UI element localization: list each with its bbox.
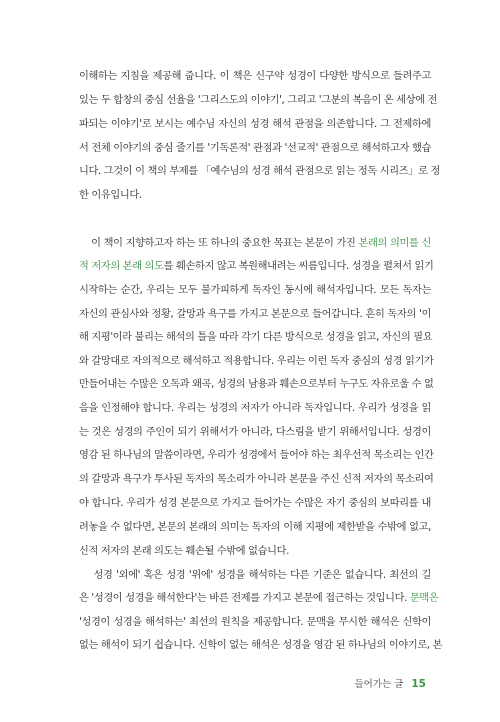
text-line: 성경 '외에' 혹은 성경 '위에' 성경을 해석하는 다른 기준은 없습니다. 최선의 길 — [79, 570, 431, 581]
text-line — [79, 592, 439, 606]
text-line: 있는 두 합창의 중심 선율을 '그리스도의 이야기', 그리고 '그분의 복음이 온 세상에 전 — [79, 95, 438, 106]
text-line: 없는 해석이 되기 쉽습니다. 신학이 없는 해석은 성경을 영감 된 하나님의 이야기로, 본 — [79, 640, 443, 651]
text-span: 은 '성경이 성경을 해석한다'는 바른 전제를 가지고 본문에 접근하는 것입니다. — [79, 593, 410, 604]
text-line: 야 합니다. 우리가 성경 본문으로 가지고 들어가는 수많은 자기 중심의 보따리를 내 — [79, 498, 431, 509]
highlight-text: 본래의 의미를 신 — [358, 238, 432, 249]
text-line: 음을 인정해야 합니다. 우리는 성경의 저자가 아니라 독자입니다. 우리가 성경을 읽 — [79, 403, 431, 414]
text-line: '성경이 성경을 해석하는' 최선의 원칙을 제공합니다. 문맥을 무시한 해석은 신학이 — [79, 617, 431, 628]
text-span: 이 책이 지향하고자 하는 또 하나의 중요한 목표는 본문이 가진 — [79, 238, 359, 249]
text-line: 신적 저자의 본래 의도는 훼손될 수밖에 없습니다. — [79, 546, 290, 557]
highlight-text: 적 저자의 본래 의도 — [79, 261, 164, 272]
page-number: 15 — [411, 678, 426, 690]
text-span: 를 훼손하지 않고 복원해내려는 씨름입니다. 성경을 펼쳐서 읽기 — [163, 261, 434, 272]
text-line: 만들어내는 수많은 오독과 왜곡, 성경의 남용과 훼손으로부터 누구도 자유로울 수 없 — [79, 379, 434, 390]
highlight-text: 문맥은 — [409, 593, 439, 604]
text-line: 한 이유입니다. — [79, 190, 142, 201]
running-footer-title: 들어가는 글 — [354, 679, 404, 690]
page-footer — [354, 676, 426, 690]
text-line: 는 것은 성경의 주인이 되기 위해서가 아니라, 다스림을 받기 위해서입니다. 성경이 — [79, 427, 431, 438]
text-line — [79, 260, 434, 274]
text-line: 자신의 관심사와 정황, 갈망과 욕구를 가지고 본문으로 들어갑니다. 흔히 독자의 '이 — [79, 309, 431, 320]
text-line: 시작하는 순간, 우리는 모두 불가피하게 독자인 동시에 해석자입니다. 모든 독자는 — [79, 285, 431, 296]
text-line: 영감 된 하나님의 말씀이라면, 우리가 성경에서 들어야 하는 최우선적 목소리는 인간 — [79, 450, 434, 461]
text-line: 니다. 그것이 이 책의 부제를 「예수님의 성경 해석 관점으로 읽는 정독 시리즈」로 정 — [79, 166, 440, 177]
text-line: 서 전체 이야기의 중심 줄기를 '기독론적' 관점과 '선교적' 관점으로 해석하고자 했습 — [79, 143, 431, 154]
text-line: 려놓을 수 없다면, 본문의 본래의 의미는 독자의 이해 지평에 제한받을 수밖에 없고, — [79, 522, 431, 533]
text-line — [79, 237, 431, 251]
text-line: 해 지평'이라 불리는 해석의 틀을 따라 각기 다른 방식으로 성경을 읽고, 자신의 필요 — [79, 332, 433, 343]
text-line: 와 갈망대로 자의적으로 해석하고 적용합니다. 우리는 이런 독자 중심의 성경 읽기가 — [79, 356, 434, 367]
text-line: 의 갈망과 욕구가 투사된 독자의 목소리가 아니라 본문을 주신 신적 저자의 목소리여 — [79, 474, 434, 485]
text-line: 이해하는 지침을 제공해 줍니다. 이 책은 신구약 성경이 다양한 방식으로 들려주고 — [79, 71, 431, 82]
text-line: 파되는 이야기'로 보시는 예수님 자신의 성경 해석 관점을 의존합니다. 그 전제하에 — [79, 119, 431, 130]
